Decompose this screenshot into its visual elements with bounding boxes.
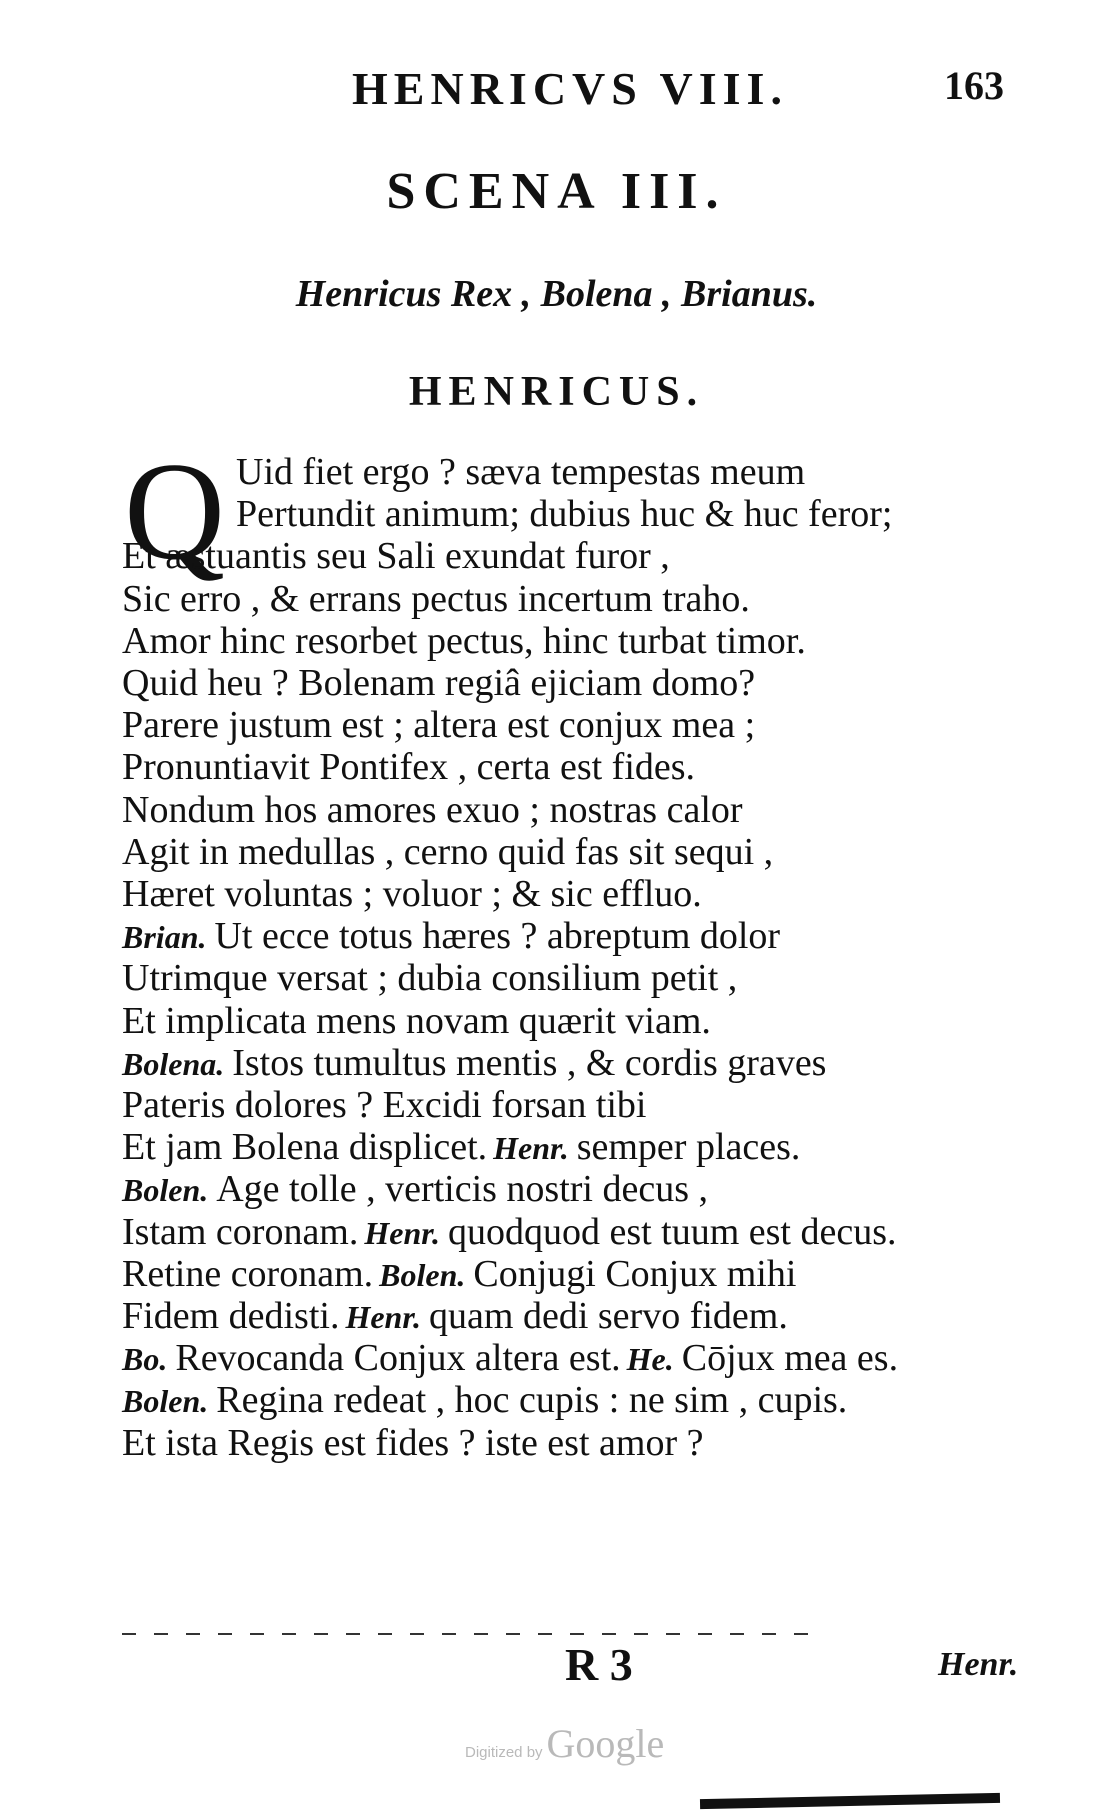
verse-line <box>122 1208 897 1256</box>
verse-text: Retine coronam. <box>122 1252 374 1295</box>
verse-line <box>122 912 780 960</box>
verse-line <box>122 1081 647 1129</box>
verse-text: Et ista Regis est fides ? iste est amor ? <box>122 1421 704 1464</box>
verse-line <box>122 870 702 918</box>
speaker-heading: HENRICUS. <box>408 369 705 415</box>
verse-text: Regina redeat , hoc cupis : ne sim , cupis. <box>216 1379 848 1422</box>
verse-text: Et jam Bolena displicet. <box>122 1126 488 1169</box>
verse-text: Nondum hos amores exuo ; nostras calor <box>122 788 743 831</box>
speaker-label: Bolen. <box>122 1383 209 1420</box>
scene-title: SCENA III. <box>386 163 727 220</box>
verse-text: Fidem dedisti. <box>122 1295 340 1337</box>
page-number: 163 <box>944 63 1004 108</box>
verse-text: Quid heu ? Bolenam regiâ ejiciam domo? <box>122 662 756 704</box>
verse-line <box>122 1165 708 1213</box>
verse-text: Istam coronam. <box>122 1210 359 1253</box>
speaker-label: Bolen. <box>379 1256 466 1293</box>
speaker-label: Henr. <box>364 1214 440 1251</box>
verse-line <box>122 701 755 749</box>
verse-text: Uid fiet ergo ? sæva tempestas meum <box>236 451 806 493</box>
verse-line <box>122 617 806 665</box>
verse-text: quodquod est tuum est decus. <box>447 1210 897 1253</box>
speaker-label: He. <box>626 1341 674 1378</box>
running-head: HENRICVS VIII. <box>352 63 788 114</box>
speaker-label: Brian. <box>122 919 207 956</box>
cast-list: Henricus Rex , Bolena , Brianus. <box>295 273 818 315</box>
verse-line <box>122 1292 788 1340</box>
watermark-logo-text: Google <box>546 1721 665 1766</box>
verse-text: Pronuntiavit Pontifex , certa est fides. <box>122 746 696 789</box>
verse-text: Pateris dolores ? Excidi forsan tibi <box>122 1084 647 1126</box>
verse-line <box>236 448 805 496</box>
verse-text: Agit in medullas , cerno quid fas sit sequi , <box>122 830 774 873</box>
verse-line <box>122 659 755 707</box>
speaker-label: Bo. <box>122 1341 168 1378</box>
ornamental-rule <box>122 1633 812 1635</box>
verse-text: Istos tumultus mentis , & cordis graves <box>232 1041 827 1084</box>
verse-line <box>122 1123 800 1171</box>
speaker-label: Henr. <box>345 1299 422 1335</box>
verse-line <box>236 490 892 538</box>
signature-mark: R 3 <box>565 1639 633 1690</box>
verse-line <box>122 954 737 1002</box>
verse-line <box>122 786 743 834</box>
verse-line <box>122 575 750 623</box>
drop-cap: Q <box>124 434 226 589</box>
page-edge-mark <box>700 1793 1000 1809</box>
speaker-label: Bolena. <box>122 1045 225 1082</box>
verse-text: Revocanda Conjux altera est. <box>175 1337 621 1380</box>
verse-text: Utrimque versat ; dubia consilium petit , <box>122 957 738 1000</box>
verse-text: Sic erro , & errans pectus incertum traho. <box>122 577 750 620</box>
verse-text: Ut ecce totus hæres ? abreptum dolor <box>214 915 781 958</box>
verse-line <box>122 828 773 876</box>
verse-text: semper places. <box>576 1126 801 1169</box>
verse-line <box>122 1039 826 1087</box>
verse-line <box>122 1376 847 1424</box>
verse-line <box>122 1419 703 1467</box>
verse-text: Hæret voluntas ; voluor ; & sic effluo. <box>122 873 702 915</box>
speaker-label: Henr. <box>493 1130 569 1167</box>
verse-text: Cōjux mea es. <box>681 1337 899 1380</box>
verse-line <box>122 532 670 580</box>
verse-text: Conjugi Conjux mihi <box>473 1252 797 1295</box>
watermark-prefix: Digitized by <box>465 1744 543 1761</box>
verse-line <box>122 1250 796 1298</box>
catchword: Henr. <box>938 1646 1019 1683</box>
verse-line <box>122 1334 898 1382</box>
verse-text: Age tolle , verticis nostri decus , <box>216 1168 709 1211</box>
verse-text: Et æstuantis seu Sali exundat furor , <box>122 535 670 578</box>
verse-text: Parere justum est ; altera est conjux mea ; <box>122 704 756 747</box>
verse-text: quam dedi servo fidem. <box>429 1295 788 1337</box>
verse-line <box>122 743 695 791</box>
digitization-watermark <box>465 1720 664 1767</box>
verse-text: Et implicata mens novam quærit viam. <box>122 999 711 1042</box>
speaker-label: Bolen. <box>122 1172 209 1209</box>
verse-text: Amor hinc resorbet pectus, hinc turbat timor. <box>122 619 806 662</box>
verse-text: Pertundit animum; dubius huc & huc feror; <box>236 493 893 536</box>
verse-line <box>122 997 711 1045</box>
